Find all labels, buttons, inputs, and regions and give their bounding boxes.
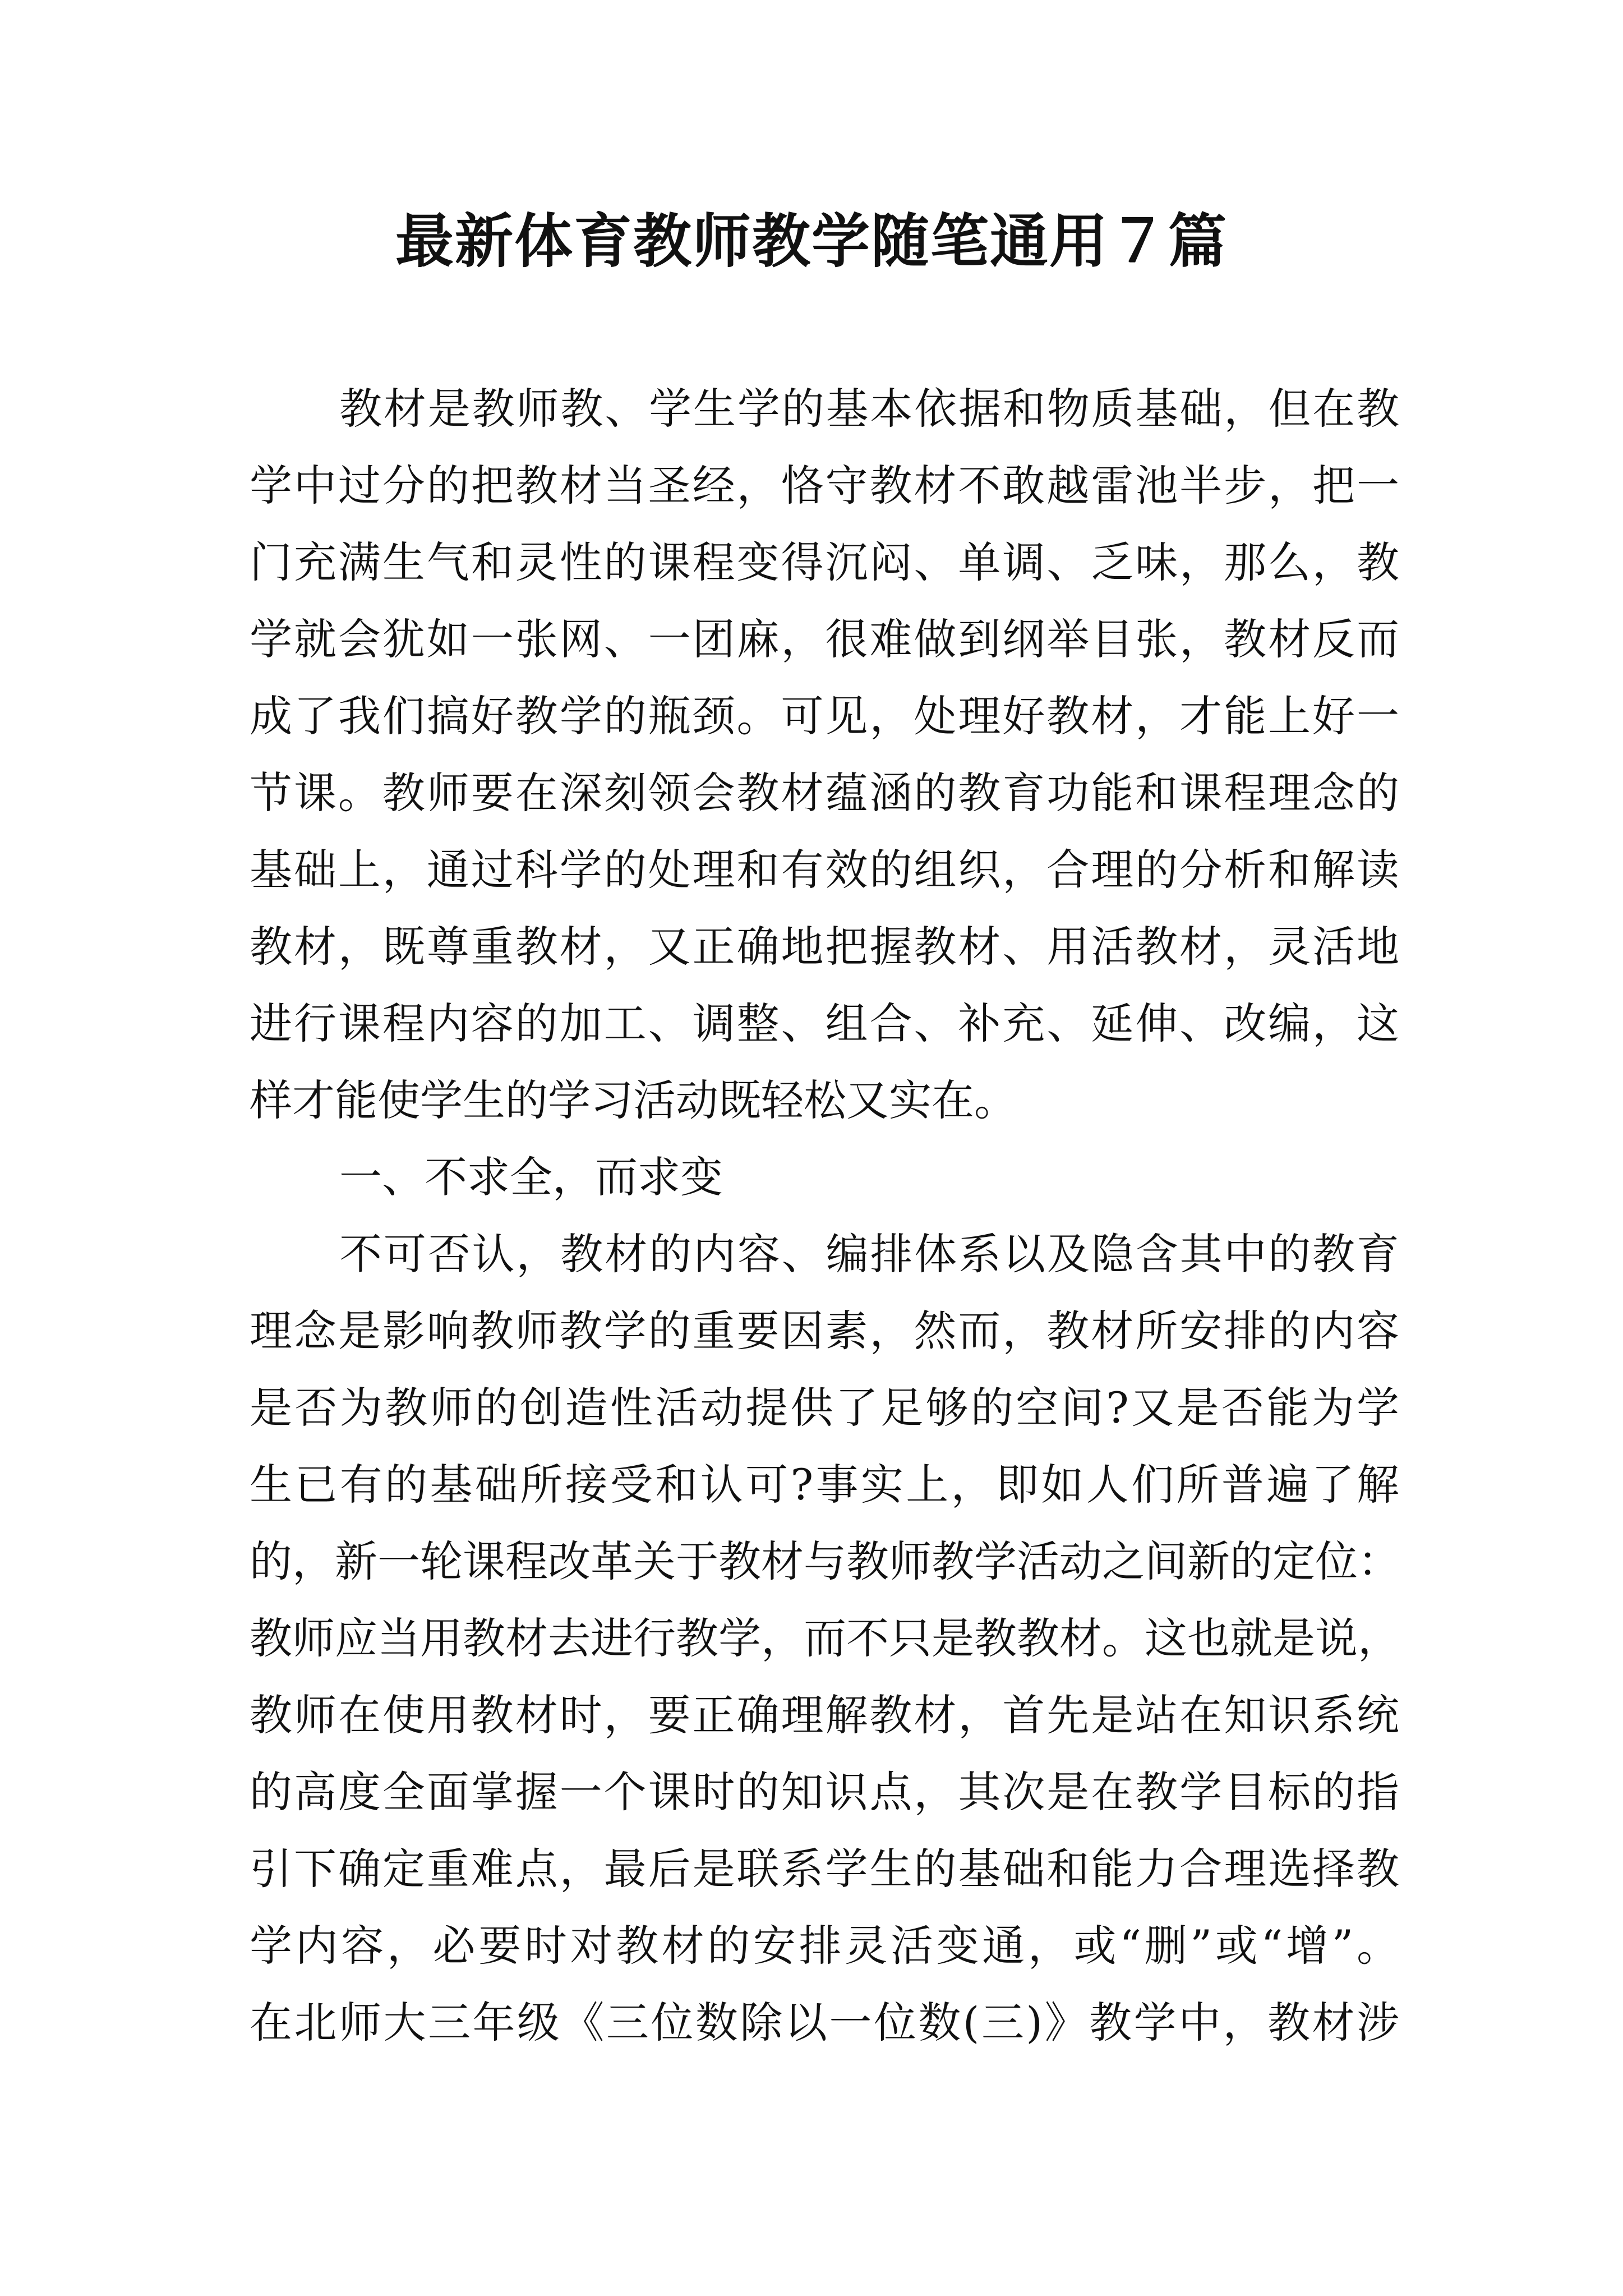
paragraph-line: 基础上，通过科学的处理和有效的组织，合理的分析和解读	[250, 845, 1399, 895]
paragraph-line: 教师在使用教材时，要正确理解教材，首先是站在知识系统	[250, 1690, 1399, 1740]
paragraph-line: 不可否认，教材的内容、编排体系以及隐含其中的教育	[339, 1229, 1399, 1279]
paragraph-line: 是否为教师的创造性活动提供了足够的空间?又是否能为学	[250, 1383, 1399, 1433]
paragraph-line: 生已有的基础所接受和认可?事实上，即如人们所普遍了解	[250, 1460, 1399, 1510]
paragraph-line: 学就会犹如一张网、一团麻，很难做到纲举目张，教材反而	[250, 614, 1399, 664]
paragraph-line: 门充满生气和灵性的课程变得沉闷、单调、乏味，那么，教	[250, 537, 1399, 587]
paragraph-line: 节课。教师要在深刻领会教材蕴涵的教育功能和课程理念的	[250, 768, 1399, 818]
paragraph-line: 在北师大三年级《三位数除以一位数(三)》教学中，教材涉	[250, 1998, 1399, 2047]
document-body	[250, 370, 1399, 2061]
paragraph-line: 引下确定重难点，最后是联系学生的基础和能力合理选择教	[250, 1844, 1399, 1894]
paragraph-line: 的高度全面掌握一个课时的知识点，其次是在教学目标的指	[250, 1767, 1399, 1817]
paragraph-line: 学内容，必要时对教材的安排灵活变通，或“删”或“增”。	[250, 1921, 1399, 1971]
paragraph-line: 教材，既尊重教材，又正确地把握教材、用活教材，灵活地	[250, 922, 1399, 972]
paragraph-line: 样才能使学生的学习活动既轻松又实在。	[250, 1075, 1017, 1125]
paragraph-line: 成了我们搞好教学的瓶颈。可见，处理好教材，才能上好一	[250, 691, 1399, 741]
document-title: 最新体育教师教学随笔通用７篇	[395, 206, 1228, 275]
paragraph-line: 进行课程内容的加工、调整、组合、补充、延伸、改编，这	[250, 999, 1399, 1048]
section-heading: 一、不求全，而求变	[339, 1152, 723, 1202]
paragraph-line: 理念是影响教师教学的重要因素，然而，教材所安排的内容	[250, 1306, 1399, 1356]
paragraph-line: 教材是教师教、学生学的基本依据和物质基础，但在教	[339, 384, 1399, 434]
paragraph-line: 学中过分的把教材当圣经，恪守教材不敢越雷池半步，把一	[250, 461, 1399, 510]
paragraph-line: 教师应当用教材去进行教学，而不只是教教材。这也就是说，	[250, 1613, 1400, 1663]
paragraph-line: 的，新一轮课程改革关于教材与教师教学活动之间新的定位：	[250, 1536, 1400, 1586]
